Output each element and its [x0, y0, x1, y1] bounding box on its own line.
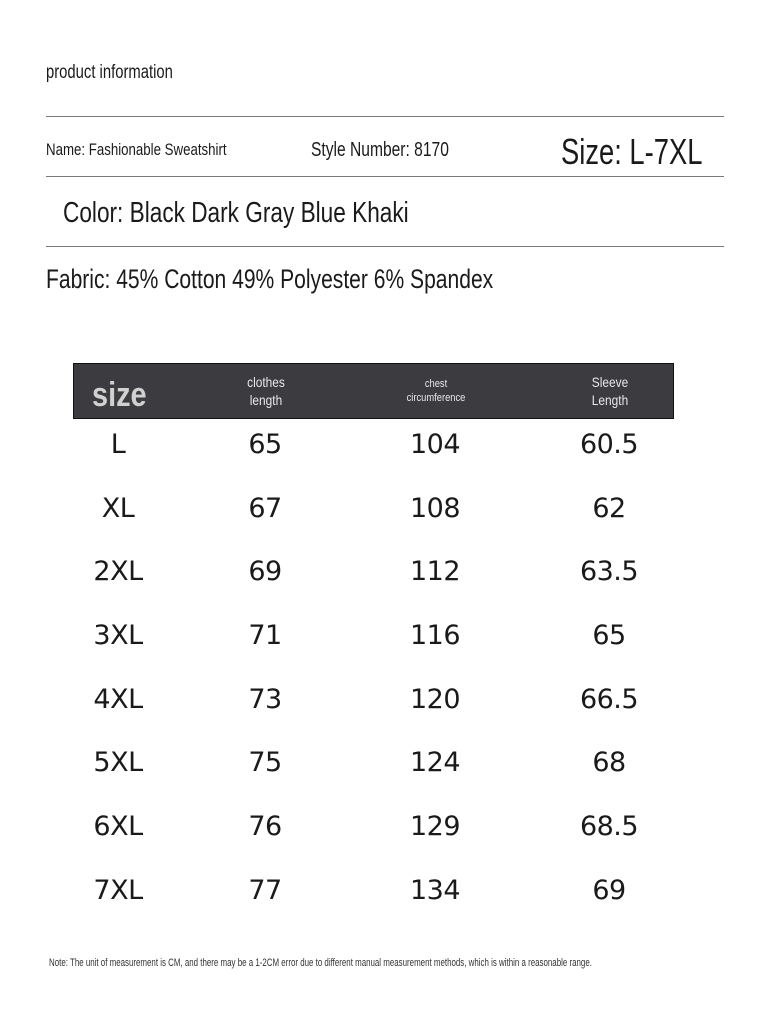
cell-length: 65	[248, 429, 282, 460]
cell-size: L	[110, 429, 126, 460]
cell-sleeve: 65	[592, 620, 626, 652]
column-header-label: Length	[591, 391, 629, 408]
table-row	[73, 610, 674, 674]
cell-length: 71	[248, 620, 282, 652]
cell-chest: 108	[409, 492, 461, 524]
cell-size: 3XL	[93, 620, 143, 652]
table-row	[73, 674, 674, 738]
cell-size: XL	[101, 492, 135, 524]
cell-length: 73	[248, 683, 282, 715]
divider	[46, 116, 724, 117]
cell-size: 5XL	[93, 747, 143, 779]
cell-length: 69	[248, 556, 282, 588]
cell-size: 2XL	[93, 556, 143, 588]
cell-sleeve: 66.5	[579, 683, 639, 715]
divider	[46, 176, 724, 177]
column-header-label: Sleeve	[591, 374, 629, 390]
cell-sleeve: 68	[592, 747, 626, 779]
column-header-label: clothes	[247, 374, 285, 390]
table-row	[73, 865, 674, 929]
column-header-size: size	[92, 376, 147, 414]
fabric-composition: Fabric: 45% Cotton 49% Polyester 6% Spandex	[46, 264, 494, 294]
cell-length: 77	[248, 874, 282, 906]
cell-sleeve: 68.5	[579, 811, 639, 843]
cell-length: 76	[248, 811, 282, 843]
cell-chest: 116	[409, 620, 461, 652]
cell-sleeve: 69	[592, 874, 626, 906]
cell-size: 4XL	[93, 683, 143, 715]
cell-chest: 104	[409, 429, 461, 460]
table-row	[73, 546, 674, 610]
size-range: Size: L-7XL	[561, 131, 703, 172]
cell-chest: 124	[409, 747, 461, 779]
column-header-label: length	[249, 391, 283, 408]
cell-chest: 120	[409, 683, 461, 715]
size-chart-table	[73, 363, 674, 929]
cell-sleeve: 62	[592, 492, 626, 524]
column-header-label: chest	[424, 378, 448, 390]
cell-length: 67	[248, 492, 282, 524]
product-name: Name: Fashionable Sweatshirt	[46, 140, 227, 159]
column-header-clothes-length	[222, 374, 310, 409]
column-header-label: circumference	[406, 391, 466, 404]
measurement-note: Note: The unit of measurement is CM, and there may be a 1-2CM error due to different manual measurement methods, which is within a reasonable range.	[49, 957, 592, 969]
table-row	[73, 419, 674, 483]
table-row	[73, 483, 674, 547]
table-row	[73, 801, 674, 865]
style-number: Style Number: 8170	[311, 139, 449, 161]
cell-chest: 112	[409, 556, 461, 588]
column-header-chest-circumference	[383, 378, 488, 406]
cell-chest: 134	[409, 874, 461, 906]
cell-size: 7XL	[93, 874, 143, 906]
cell-length: 75	[248, 747, 282, 779]
table-row	[73, 737, 674, 801]
divider	[46, 246, 724, 247]
cell-sleeve: 60.5	[579, 429, 639, 460]
cell-size: 6XL	[93, 811, 143, 843]
table-header	[73, 363, 674, 419]
cell-sleeve: 63.5	[579, 556, 639, 588]
section-title: product information	[46, 62, 173, 83]
column-header-sleeve-length	[566, 374, 654, 409]
color-options: Color: Black Dark Gray Blue Khaki	[63, 197, 409, 229]
cell-chest: 129	[409, 811, 461, 843]
